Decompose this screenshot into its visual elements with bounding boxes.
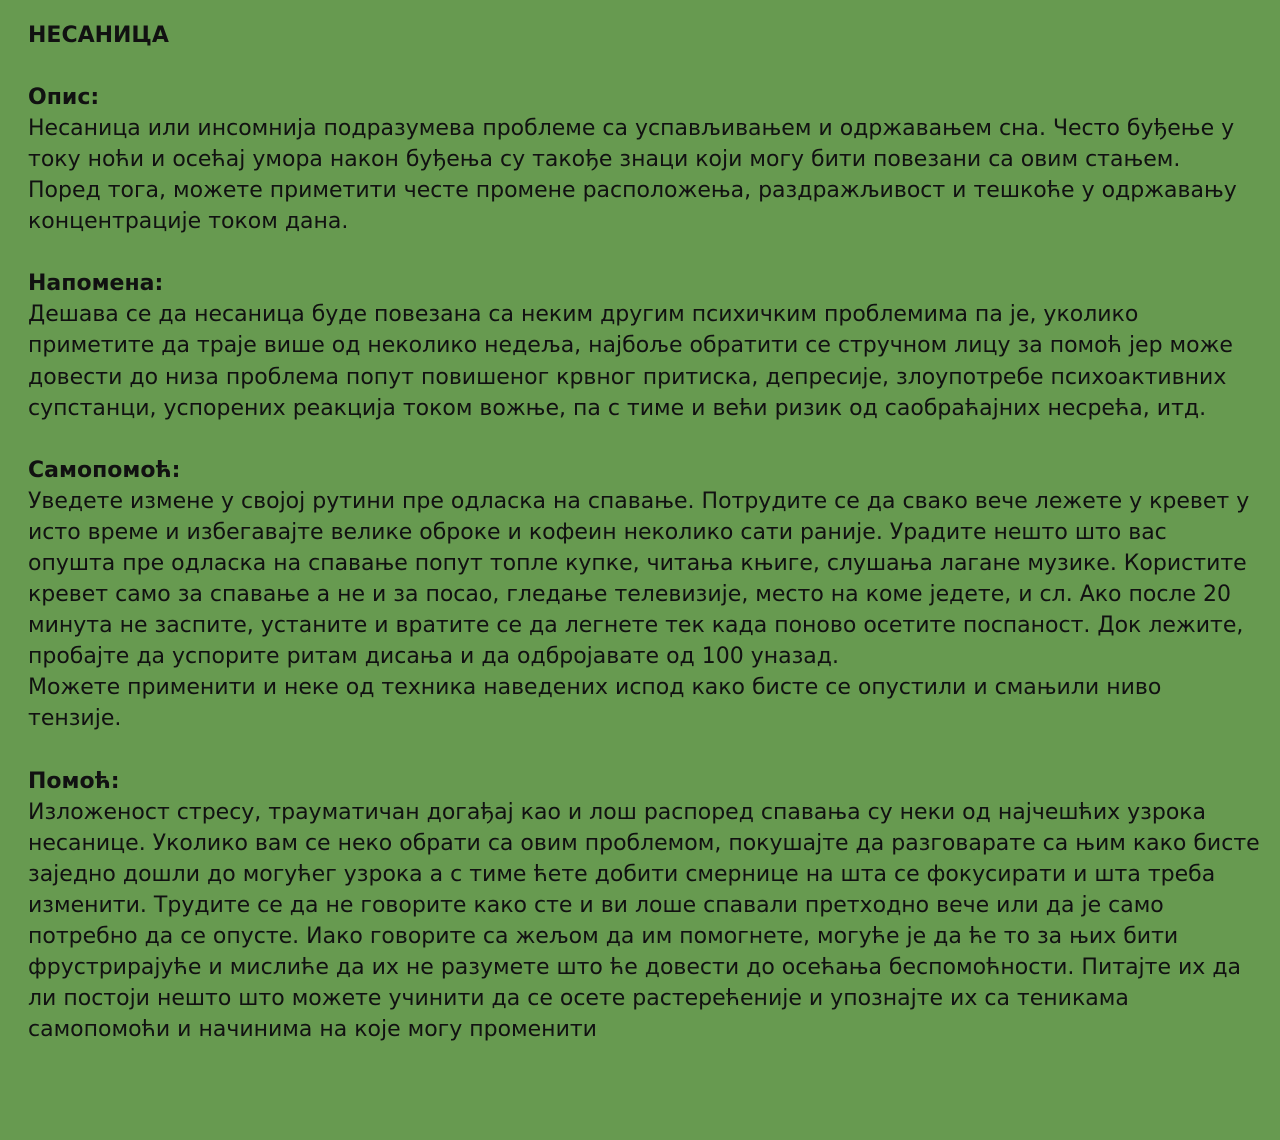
section-description: [28, 82, 1260, 237]
section-paragraph: Изложеност стресу, трауматичан догађај као и лош распоред спавања су неки од најчешћих узрока несанице. Уколико вам се неко обрати са овим проблемом, покушајте да разговарате са њим како бисте заједно дошли до могућег узрока а с тиме ћете добити смернице на шта се фокусирати и шта треба изменити. Трудите се да не говорите како сте и ви лоше спавали претходно вече или да је само потребно да се опусте. Иако говорите са жељом да им помогнете, могуће је да ће то за њих бити фрустрирајуће и мислиће да их не разумете што ће довести до осећања беспомоћности. Питајте их да ли постоји нешто што можете учинити да се осете растерећеније и упознајте их са теникама самопомоћи и начинима на које могу променити: [28, 799, 1260, 1043]
section-paragraph: Дешава се да несаница буде повезана са неким другим психичким проблемима па је, уколико приметите да траје више од неколико недеља, најбоље обратити се стручном лицу за помоћ јер може довести до низа проблема попут повишеног крвног притиска, депресије, злоупотребе психоактивних супстанци, успорених реакција током вожње, па с тиме и већи ризик од саобраћајних несрећа, итд.: [28, 302, 1233, 421]
section-self-help: [28, 455, 1260, 735]
section-heading: Напомена:: [28, 271, 164, 297]
page-title: НЕСАНИЦА: [28, 23, 169, 48]
section-help: [28, 766, 1260, 1046]
section-paragraph: Можете применити и неке од техника наведених испод како бисте се опустили и смањили ниво тензије.: [28, 675, 1162, 732]
section-heading: Опис:: [28, 85, 100, 110]
document-page: [28, 20, 1260, 1076]
section-heading: Помоћ:: [28, 768, 120, 794]
section-heading: Самопомоћ:: [28, 457, 181, 483]
section-paragraph: Несаница или инсомнија подразумева проблеме са успављивањем и одржавањем сна. Често буђење у току ноћи и осећај умора након буђења су такође знаци који могу бити повезани са овим стањем. Поред тога, можете приметити честе промене расположења, раздражљивост и тешкоће у одржавању концентрације током дана.: [28, 116, 1237, 235]
section-paragraph: Уведете измене у својој рутини пре одласка на спавање. Потрудите се да свако вече лежете у кревет у исто време и избегавајте велике оброке и кофеин неколико сати раније. Урадите нешто што вас опушта пре одласка на спавање попут топле купке, читања књиге, слушања лагане музике. Користите кревет само за спавање а не и за посао, гледање телевизије, место на коме једете, и сл. Ако после 20 минута не заспите, устаните и вратите се да легнете тек када поново осетите поспаност. Док лежите, пробајте да успорите ритам дисања и да одбројавате од 100 уназад.: [28, 488, 1250, 670]
section-note: [28, 268, 1260, 423]
